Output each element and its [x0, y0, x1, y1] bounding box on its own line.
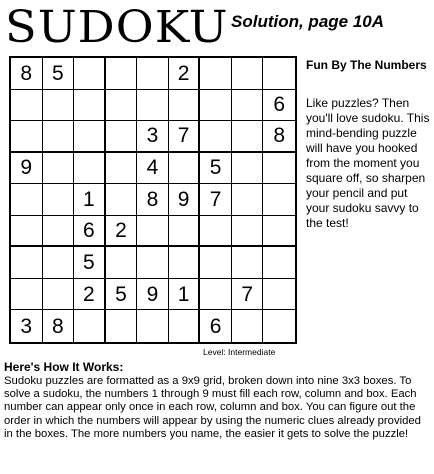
given-cell: 2 — [106, 216, 138, 248]
empty-cell[interactable] — [137, 247, 169, 279]
given-cell: 7 — [200, 184, 232, 216]
given-cell: 4 — [137, 153, 169, 185]
empty-cell[interactable] — [43, 153, 75, 185]
empty-cell[interactable] — [11, 216, 43, 248]
empty-cell[interactable] — [169, 310, 201, 342]
empty-cell[interactable] — [200, 216, 232, 248]
empty-cell[interactable] — [263, 184, 295, 216]
given-cell: 9 — [137, 279, 169, 311]
sudoku-grid — [9, 56, 297, 344]
empty-cell[interactable] — [263, 279, 295, 311]
empty-cell[interactable] — [11, 279, 43, 311]
empty-cell[interactable] — [263, 58, 295, 90]
empty-cell[interactable] — [11, 184, 43, 216]
instructions-title: Here's How It Works: — [4, 360, 124, 374]
empty-cell[interactable] — [74, 121, 106, 153]
empty-cell[interactable] — [232, 184, 264, 216]
instructions-body: Sudoku puzzles are formatted as a 9x9 grid, broken down into nine 3x3 boxes. To solve a sudoku, the numbers 1 through 9 must fill each row, column and box. Each number can appear only once in each row, column and box. You can figure out the order in which the numbers will appear by using the numeric clues already provided in the boxes. The more numbers you name, the easier it gets to solve the puzzle! — [4, 375, 421, 440]
given-cell: 5 — [200, 153, 232, 185]
given-cell: 2 — [74, 279, 106, 311]
given-cell: 5 — [43, 58, 75, 90]
empty-cell[interactable] — [200, 279, 232, 311]
given-cell: 2 — [169, 58, 201, 90]
empty-cell[interactable] — [106, 58, 138, 90]
given-cell: 5 — [74, 247, 106, 279]
empty-cell[interactable] — [200, 247, 232, 279]
empty-cell[interactable] — [200, 58, 232, 90]
empty-cell[interactable] — [106, 184, 138, 216]
empty-cell[interactable] — [232, 58, 264, 90]
empty-cell[interactable] — [137, 216, 169, 248]
empty-cell[interactable] — [137, 310, 169, 342]
empty-cell[interactable] — [137, 58, 169, 90]
empty-cell[interactable] — [232, 310, 264, 342]
empty-cell[interactable] — [43, 247, 75, 279]
given-cell: 9 — [11, 153, 43, 185]
empty-cell[interactable] — [74, 310, 106, 342]
sudoku-logo: SUDOKU — [5, 2, 229, 53]
empty-cell[interactable] — [169, 90, 201, 122]
given-cell: 3 — [11, 310, 43, 342]
empty-cell[interactable] — [232, 216, 264, 248]
empty-cell[interactable] — [43, 279, 75, 311]
empty-cell[interactable] — [169, 153, 201, 185]
given-cell: 8 — [11, 58, 43, 90]
given-cell: 9 — [169, 184, 201, 216]
empty-cell[interactable] — [43, 90, 75, 122]
empty-cell[interactable] — [200, 121, 232, 153]
given-cell: 7 — [169, 121, 201, 153]
difficulty-level: Level: Intermediate — [203, 347, 276, 357]
given-cell: 8 — [43, 310, 75, 342]
empty-cell[interactable] — [106, 153, 138, 185]
given-cell: 7 — [232, 279, 264, 311]
empty-cell[interactable] — [263, 310, 295, 342]
given-cell: 8 — [137, 184, 169, 216]
empty-cell[interactable] — [232, 153, 264, 185]
solution-reference: Solution, page 10A — [231, 12, 385, 31]
empty-cell[interactable] — [232, 247, 264, 279]
empty-cell[interactable] — [232, 90, 264, 122]
empty-cell[interactable] — [74, 58, 106, 90]
given-cell: 6 — [74, 216, 106, 248]
empty-cell[interactable] — [232, 121, 264, 153]
given-cell: 8 — [263, 121, 295, 153]
given-cell: 6 — [263, 90, 295, 122]
sidebar-body: Like puzzles? Then you'll love sudoku. This mind-bending puzzle will have you hooked from the moment you square off, so sharpen your pencil and put your sudoku savvy to the test! — [306, 96, 430, 230]
empty-cell[interactable] — [74, 153, 106, 185]
given-cell: 5 — [106, 279, 138, 311]
given-cell: 3 — [137, 121, 169, 153]
empty-cell[interactable] — [263, 153, 295, 185]
empty-cell[interactable] — [169, 247, 201, 279]
empty-cell[interactable] — [137, 90, 169, 122]
empty-cell[interactable] — [263, 247, 295, 279]
empty-cell[interactable] — [106, 247, 138, 279]
empty-cell[interactable] — [11, 247, 43, 279]
empty-cell[interactable] — [43, 184, 75, 216]
given-cell: 1 — [169, 279, 201, 311]
empty-cell[interactable] — [43, 121, 75, 153]
empty-cell[interactable] — [74, 90, 106, 122]
empty-cell[interactable] — [11, 90, 43, 122]
empty-cell[interactable] — [263, 216, 295, 248]
empty-cell[interactable] — [106, 90, 138, 122]
empty-cell[interactable] — [106, 121, 138, 153]
sidebar-title: Fun By The Numbers — [306, 58, 427, 72]
given-cell: 1 — [74, 184, 106, 216]
given-cell: 6 — [200, 310, 232, 342]
empty-cell[interactable] — [43, 216, 75, 248]
empty-cell[interactable] — [11, 121, 43, 153]
empty-cell[interactable] — [200, 90, 232, 122]
empty-cell[interactable] — [106, 310, 138, 342]
empty-cell[interactable] — [169, 216, 201, 248]
